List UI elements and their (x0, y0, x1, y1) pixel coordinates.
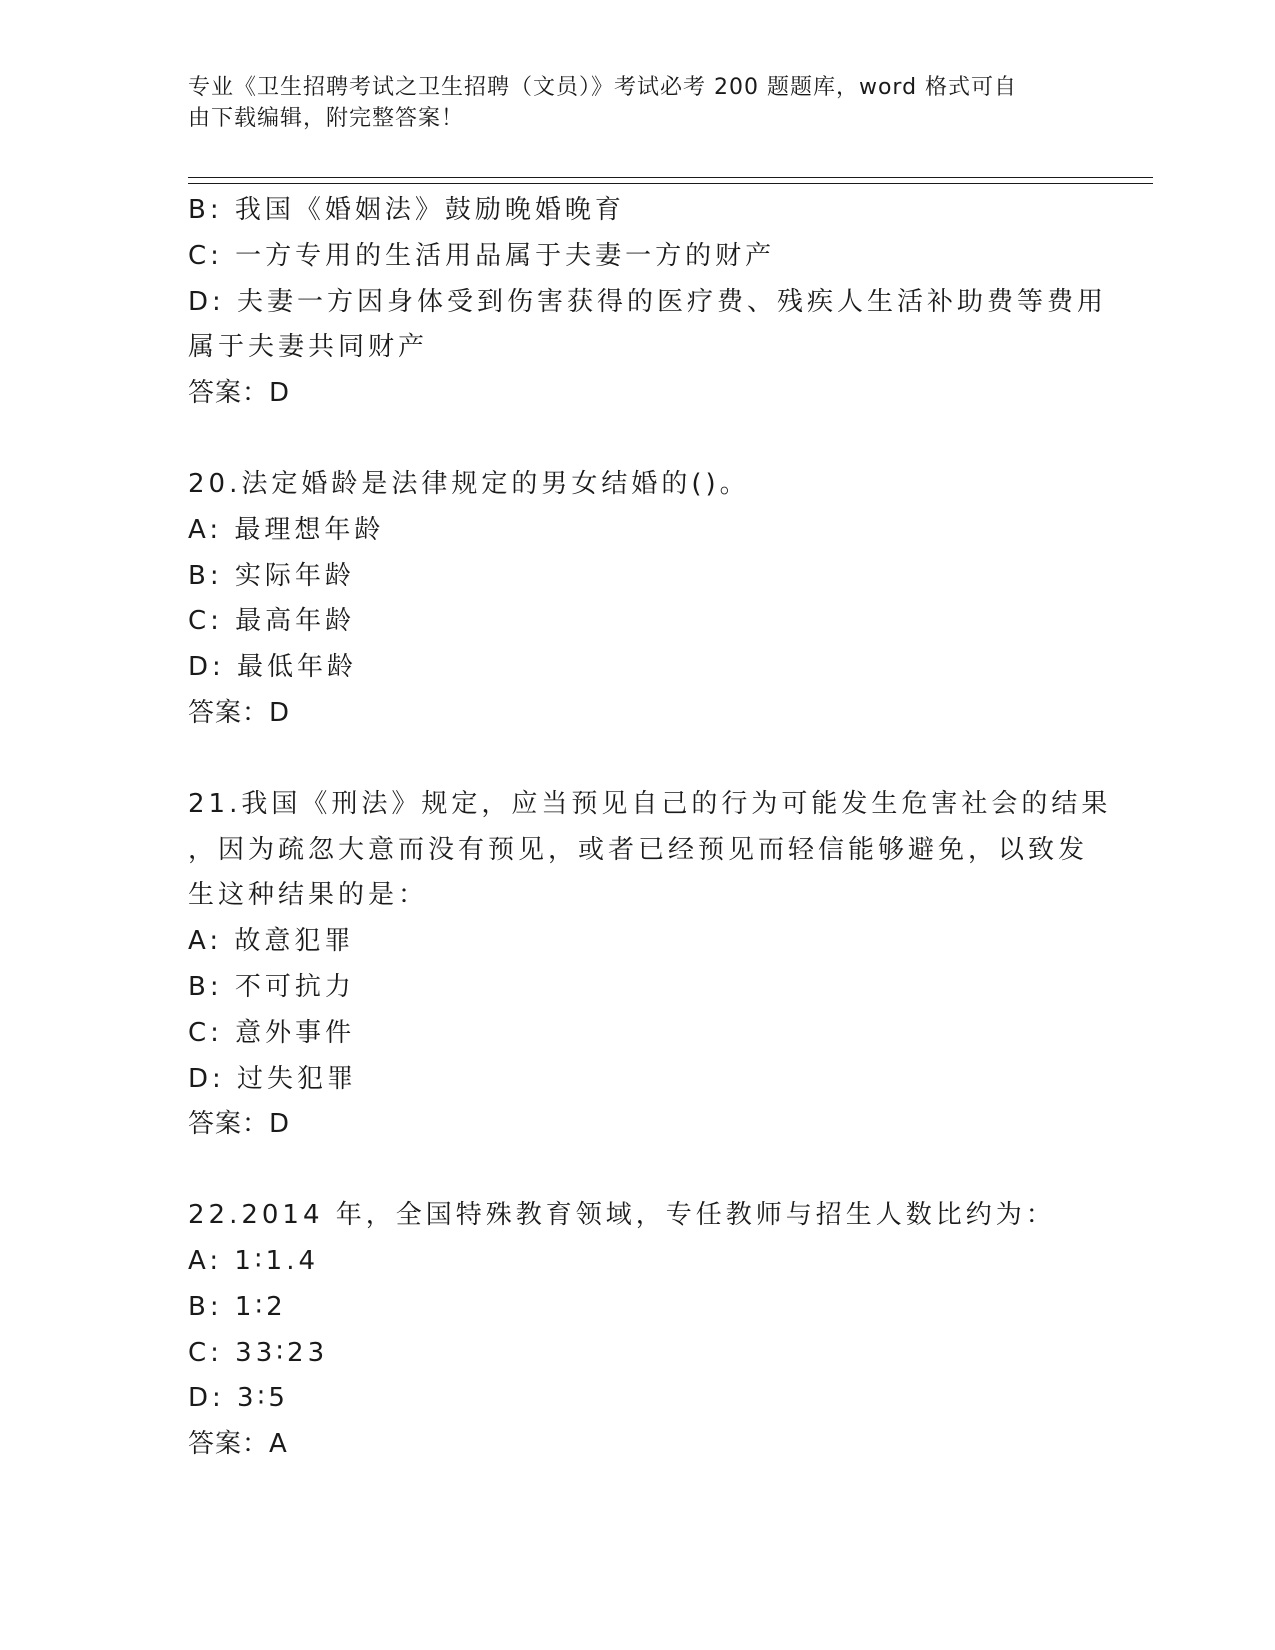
option-c: C: 33∶23 (188, 1337, 329, 1368)
question-text-line-2: ，因为疏忽大意而没有预见，或者已经预见而轻信能够避免，以致发 (188, 834, 1089, 865)
option-b: B: 实际年龄 (188, 560, 355, 591)
option-c: C: 意外事件 (188, 1017, 356, 1048)
question-22-block (188, 1193, 1068, 1468)
option-a: A: 最理想年龄 (188, 514, 385, 545)
prev-question-block (188, 188, 1108, 417)
spacer (188, 737, 1068, 782)
answer: 答案：A (188, 1429, 288, 1460)
option-b: B: 我国《婚姻法》鼓励晚婚晚育 (188, 195, 625, 225)
header-divider-bottom (188, 183, 1153, 184)
answer: 答案：D (188, 378, 291, 409)
question-20-block (188, 462, 1068, 737)
option-b: B: 不可抗力 (188, 971, 355, 1002)
option-d: D: 3∶5 (188, 1383, 289, 1414)
option-c: C: 一方专用的生活用品属于夫妻一方的财产 (188, 240, 776, 271)
option-a: A: 故意犯罪 (188, 926, 355, 957)
question-text: 22.2014 年，全国特殊教育领域，专任教师与招生人数比约为： (188, 1200, 1056, 1231)
option-c: C: 最高年龄 (188, 606, 356, 637)
option-d: D: 最低年龄 (188, 652, 358, 683)
header-divider-top (188, 177, 1153, 178)
document-header (188, 72, 1068, 134)
question-text: 20.法定婚龄是法律规定的男女结婚的()。 (188, 468, 750, 499)
spacer (188, 1148, 1068, 1193)
option-d: D: 过失犯罪 (188, 1063, 358, 1094)
answer: 答案：D (188, 1109, 291, 1140)
option-d-continued: 属于夫妻共同财产 (188, 332, 429, 363)
option-a: A: 1∶1.4 (188, 1245, 320, 1276)
option-b: B: 1∶2 (188, 1291, 287, 1322)
answer: 答案：D (188, 697, 291, 728)
question-text-line-1: 21.我国《刑法》规定，应当预见自己的行为可能发生危害社会的结果 (188, 788, 1112, 819)
question-content (188, 188, 1112, 1468)
option-d: D: 夫妻一方因身体受到伤害获得的医疗费、残疾人生活补助费等费用 (188, 286, 1108, 317)
spacer (188, 417, 1068, 462)
question-21-block (188, 782, 1112, 1148)
header-line-1: 专业《卫生招聘考试之卫生招聘（文员）》考试必考 200 题题库，word 格式可自 (188, 75, 1018, 100)
question-text-line-3: 生这种结果的是： (188, 880, 429, 911)
header-line-2: 由下载编辑，附完整答案！ (188, 106, 465, 131)
